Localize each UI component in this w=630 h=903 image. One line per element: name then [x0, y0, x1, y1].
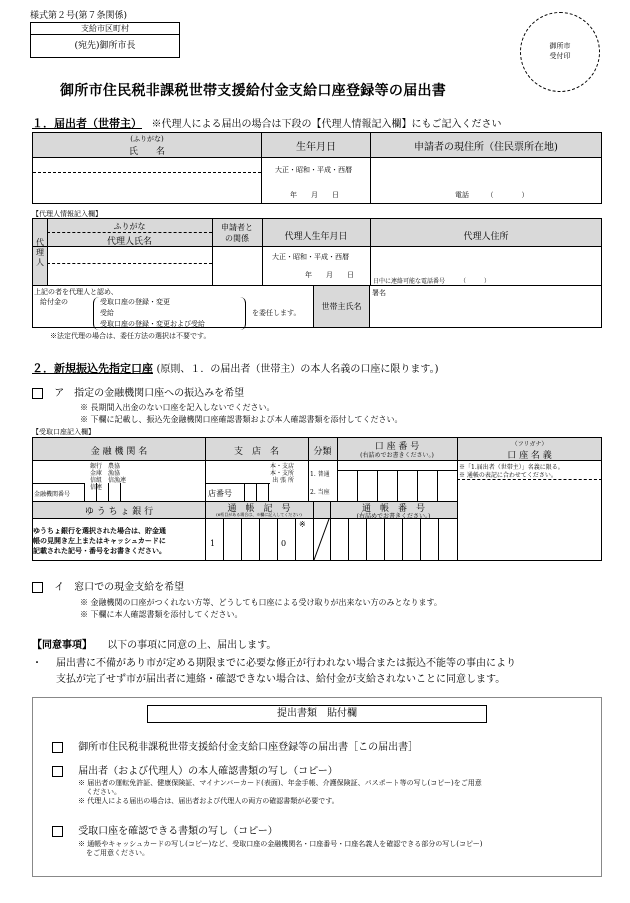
holder-note-1: ※「1.届出者（世帯主）」名義に限る。: [459, 464, 564, 471]
category-label: 分類: [313, 447, 332, 457]
agent-ymd: 年 月 日: [305, 271, 354, 279]
applicant-name-label: 氏 名: [128, 147, 165, 157]
option-a-note-2: ※ 下欄に記載し、振込先金融機関口座確認書類および本人確認書類を添付してください。: [80, 415, 403, 424]
attach-item-3-label: 受取口座を確認できる書類の写し（コピー）: [78, 826, 278, 837]
account-number-label: 口 座 番 号: [374, 442, 420, 452]
option-a-note-1: ※ 長期間入出金のない口座を記入しないでください。: [80, 403, 275, 412]
rule: [261, 132, 262, 204]
attach-item-2[interactable]: [52, 762, 338, 777]
passbook-no-sub: (右詰めでお書きください。): [356, 513, 431, 520]
rule: [120, 483, 121, 501]
yucho-note-3: 記載された記号・番号をお書きください。: [33, 546, 166, 555]
yucho-note-1: ゆうちょ銀行を選択された場合は、貯金通: [33, 526, 166, 535]
applicant-ymd: 年 月 日: [290, 191, 339, 199]
rule: [397, 470, 398, 501]
option-i-note-2: ※ 下欄に本人確認書類を添付してください。: [80, 610, 243, 619]
passbook-sub: (6桁目がある場合は、※欄に記入してください): [216, 512, 302, 517]
applicant-era: 大正・昭和・平成・西暦: [275, 166, 352, 174]
rule: [32, 246, 602, 247]
yucho-note: [33, 526, 166, 556]
option-a-checkbox[interactable]: [32, 388, 43, 399]
branch-name-label: 支 店 名: [233, 447, 279, 457]
passbook-digit-1: 1: [210, 539, 216, 548]
bank-code-label: 金融機関番号: [34, 491, 71, 498]
rule: [369, 285, 370, 328]
consent-heading-row: [32, 636, 276, 651]
attach-item-3-checkbox[interactable]: [52, 826, 63, 837]
addressee-box: [30, 22, 180, 58]
rule: [457, 479, 602, 480]
stamp-reception: 受付印: [549, 52, 571, 60]
rule: [96, 483, 97, 501]
rule: [348, 518, 349, 561]
rule: [223, 518, 224, 561]
bank-types-2: 金庫 漁協: [90, 470, 121, 477]
agent-name-label: 代理人氏名: [106, 237, 152, 247]
rule: [47, 263, 212, 264]
rule: [33, 172, 261, 173]
passbook-label: 通 帳 記 号: [227, 504, 291, 514]
rule: [402, 518, 403, 561]
attach-item-3-note-2: をご用意ください。: [86, 849, 149, 857]
rule: [205, 483, 270, 484]
holder-label: 口 座 名 義: [507, 451, 552, 461]
attach-item-1-label: 御所市住民税非課税世帯支援給付金支給口座登録等の届出書［この届出書］: [78, 742, 419, 753]
rule: [277, 518, 278, 561]
form-number: 様式第２号(第７条関係): [30, 11, 128, 21]
agent-delegate-3: を委任します。: [252, 309, 301, 317]
yucho-label: ゆ う ち ょ 銀 行: [84, 507, 154, 517]
agent-relation-2: の関係: [225, 234, 249, 243]
agent-relation-label: [212, 222, 262, 244]
rule: [295, 518, 296, 561]
agent-delegate-note: ※法定代理の場合は、委任方法の選択は不要です。: [50, 332, 211, 340]
rule: [370, 132, 371, 204]
section2-heading-row: [32, 360, 439, 376]
rule: [366, 518, 367, 561]
agent-relation-1: 申請者と: [221, 223, 253, 232]
reception-stamp: [520, 12, 600, 92]
agent-opt-both: 受取口座の登録・変更および受給: [100, 320, 205, 328]
addressee-municipality: 支給市区町村: [31, 23, 179, 35]
addressee-mayor: (宛先)御所市長: [74, 41, 136, 51]
agent-phone: 日中に連絡可能な電話番号 （ ）: [373, 278, 491, 285]
agent-era: 大正・昭和・平成・西暦: [272, 253, 349, 261]
rule: [259, 518, 260, 561]
passbook-no-label: 通 帳 番 号: [361, 504, 425, 514]
holder-furigana-label: （フリガナ）: [511, 441, 548, 448]
agent-side-1: 代: [36, 238, 44, 247]
rule: [241, 518, 242, 561]
section1-heading-row: [32, 115, 502, 131]
consent-bullet: ・: [32, 658, 42, 669]
rule: [256, 483, 257, 501]
option-i-row[interactable]: [32, 578, 184, 593]
consent-heading: 【同意事項】: [32, 640, 92, 651]
bank-types-3: 信組 信漁連: [90, 477, 127, 484]
applicant-address-label: 申請者の現住所（住民票所在地): [414, 142, 558, 153]
rule: [437, 470, 438, 501]
attach-item-1[interactable]: [52, 738, 418, 753]
attach-item-2-note-3: ※ 代理人による届出の場合は、届出者および代理人の両方の確認書類が必要です。: [78, 797, 339, 805]
page-title: 御所市住民税非課税世帯支援給付金支給口座登録等の届出書: [60, 83, 447, 99]
passbook-mark: ※: [299, 520, 306, 529]
attach-item-2-label: 届出者（および代理人）の本人確認書類の写し（コピー）: [78, 766, 338, 777]
rule: [47, 232, 212, 233]
option-a-label: ア 指定の金融機関口座への振込みを希望: [54, 388, 245, 399]
bracket: [240, 297, 246, 330]
rule: [244, 483, 245, 501]
branch-types-2: 本・支所: [270, 470, 295, 477]
rule: [330, 501, 331, 561]
bank-types-4: 信連: [90, 484, 103, 491]
agent-address-label: 代理人住所: [463, 232, 509, 242]
account-number-sub: (右詰めでお書きください。): [360, 452, 434, 459]
rule: [32, 518, 457, 519]
consent-lead: 以下の事項に同意の上、届出します。: [107, 640, 277, 651]
agent-delegate-1: 上記の者を代理人と認め、: [34, 288, 118, 296]
branch-types-3: 出 張 所: [272, 477, 295, 484]
rule: [32, 483, 84, 484]
consent-text-2: 支払が完了せず市が届出者に連絡・確認できない場合は、給付金が支給されないことに同意します。: [56, 674, 506, 685]
agent-opt-registration: 受取口座の登録・変更: [100, 298, 170, 306]
option-a-row[interactable]: [32, 384, 244, 399]
category-current: 2. 当座: [310, 489, 330, 496]
attach-item-3[interactable]: [52, 822, 278, 837]
attach-item-2-notes: [78, 779, 598, 806]
attachment-title: 提出書類 貼付欄: [147, 705, 487, 723]
agent-side-3: 人: [36, 258, 44, 267]
applicant-furigana: (ふりがな): [130, 135, 164, 143]
passbook-digit-0: 0: [281, 539, 287, 548]
agent-opt-receive: 受給: [100, 309, 114, 317]
section1-heading: １．届出者（世帯主）: [32, 117, 142, 130]
option-i-checkbox[interactable]: [32, 582, 43, 593]
rule: [417, 470, 418, 501]
rule: [420, 518, 421, 561]
option-i-note-1: ※ 金融機関の口座がつくれない方等、どうしても口座による受け取りが出来ない方のみとなります。: [80, 598, 442, 607]
attach-item-3-note-1: ※ 通帳やキャッシュカードの写し(コピー)など、受取口座の金融機関名・口座番号・口座名義人を確認できる部分の写し(コピー): [78, 840, 483, 848]
agent-label: 【代理人情報記入欄】: [32, 210, 102, 218]
rule: [357, 470, 358, 501]
consent-text-1: 届出書に不備があり市が定める期限までに必要な修正が行われない場合または振込不能等の事由により: [56, 658, 516, 669]
branch-types-1: 本・支店: [270, 463, 295, 470]
slash-cell: [314, 519, 330, 561]
rule: [84, 483, 85, 501]
sign-label: 署名: [372, 289, 386, 297]
section1-note: ※代理人による届出の場合は下段の【代理人情報記入欄】にもご記入ください: [151, 119, 502, 130]
attach-item-3-notes: [78, 840, 598, 858]
agent-options: [93, 297, 205, 330]
rule: [268, 483, 269, 501]
bank-types-1: 銀行 農協: [90, 463, 121, 470]
rule: [32, 460, 602, 461]
rule: [377, 470, 378, 501]
account-label: 【受取口座記入欄】: [32, 428, 95, 436]
category-ordinary: 1. 普通: [310, 471, 330, 478]
agent-delegate-2: 給付金の: [40, 298, 68, 306]
rule: [32, 157, 602, 158]
stamp-city: 御所市: [549, 42, 571, 50]
attach-item-2-checkbox[interactable]: [52, 766, 63, 777]
attach-item-2-note-1: ※ 届出者の運転免許証、健康保険証、マイナンバーカード(表面)、年金手帳、介護保険証、パスポート等の写し(コピー)をご用意: [78, 779, 482, 787]
branch-code-label: 店番号: [208, 489, 232, 498]
yucho-note-2: 帳の見開き左上またはキャッシュカードに: [33, 536, 166, 545]
rule: [438, 518, 439, 561]
applicant-birth-label: 生年月日: [296, 142, 336, 153]
branch-types: [270, 463, 294, 484]
agent-side-label: [33, 238, 47, 268]
section2-note: (原則、１．の届出者（世帯主）の本人名義の口座に限ります。): [156, 364, 439, 375]
agent-birth-label: 代理人生年月日: [284, 232, 348, 242]
attach-item-2-note-2: ください。: [86, 788, 121, 796]
applicant-phone: 電話 （ ）: [455, 191, 529, 199]
option-i-label: イ 窓口での現金支給を希望: [54, 582, 185, 593]
holder-note-2: ※ 通帳の表記に合わせてください。: [459, 472, 557, 479]
agent-furigana: ふりがな: [113, 222, 146, 231]
rule: [108, 483, 109, 501]
bank-name-label: 金 融 機 関 名: [90, 447, 148, 457]
rule: [384, 518, 385, 561]
head-name-label: 世帯主氏名: [321, 302, 362, 311]
section2-heading: ２．新規振込先指定口座: [32, 362, 153, 375]
agent-side-2: 理: [36, 248, 44, 257]
attach-item-1-checkbox[interactable]: [52, 742, 63, 753]
